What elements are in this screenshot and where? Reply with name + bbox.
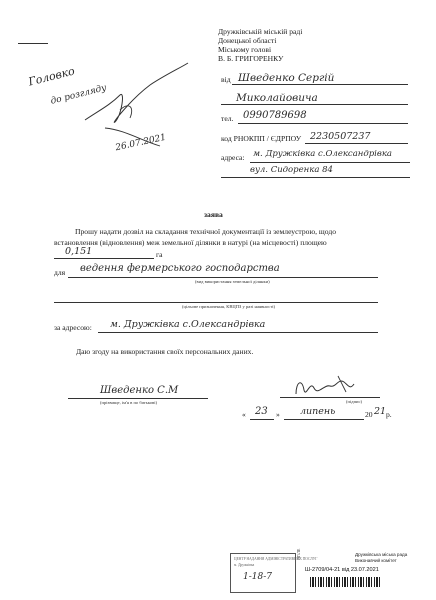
address-line-1 [250, 162, 410, 163]
purpose-value: ведення фермерського господарства [80, 263, 280, 274]
address-label: адреса: [221, 153, 245, 162]
sign-line [280, 397, 380, 398]
date-close-quote: » [276, 410, 280, 419]
stamp-side-code: ЛГ/ЛЕ [296, 548, 301, 560]
at-address-value: м. Дружківка с.Олександрівка [110, 319, 266, 330]
cnap-stamp-number: 1-18-7 [243, 572, 272, 582]
consent-text: Даю згоду на використання своїх персональних даних. [76, 347, 254, 356]
for-label: для [54, 268, 66, 277]
signature-name-line [68, 398, 208, 399]
document-title: заява [204, 210, 223, 219]
sign-caption: (підпис) [346, 399, 363, 404]
resolution-date: 26.07.2021 [114, 132, 168, 154]
phone-value: 0990789698 [243, 110, 307, 121]
cnap-stamp-line-1: ЦЕНТР НАДАННЯ АДМІНІСТРАТИВНИХ ПОСЛУГ [234, 557, 318, 561]
barcode [310, 577, 380, 587]
applicant-name-1: Шведенко Сергій [238, 72, 335, 84]
recipient-line-2: Донецької області [218, 36, 277, 45]
cnap-stamp-line-2: м. Дружківка [234, 563, 255, 567]
applicant-name-2: Миколайовича [236, 92, 318, 104]
margin-mark [18, 43, 48, 44]
date-month: липень [300, 406, 336, 417]
registration-number: Ш-2709/04-21 від 23.07.2021 [305, 567, 379, 573]
area-value: 0,151 [65, 246, 93, 257]
code-value: 2230507237 [310, 131, 371, 142]
purpose-line [68, 277, 378, 278]
designation-caption: (цільове призначення, КВЦПЗ у разі наявності) [182, 304, 276, 309]
address-line-2 [221, 177, 410, 178]
recipient-line-1: Дружківській міській раді [218, 27, 303, 36]
name-line-2 [221, 104, 408, 105]
resolution-line-2: до розгляду [49, 83, 108, 107]
designation-line [54, 302, 378, 303]
area-line [54, 258, 154, 259]
recipient-line-4: В. Б. ГРИГОРЕНКУ [218, 54, 284, 63]
date-open-quote: « [242, 410, 246, 419]
resolution-signature [80, 60, 190, 150]
body-line-2: встановлення (відновлення) меж земельної ділянки в натурі (на місцевості) площею [54, 238, 327, 247]
date-year-suffix: 21 [374, 406, 387, 417]
resolution-line-1: Головко [27, 64, 77, 89]
from-line [232, 84, 408, 85]
purpose-caption: (вид використання земельної ділянки) [195, 279, 270, 284]
from-label: від [221, 75, 231, 84]
body-line-1: Прошу надати дозвіл на складання технічної документації із землеустрою, щодо [75, 227, 336, 236]
signature-name: Шведенко С.М [100, 385, 179, 396]
registration-org-2: Виконавчий комітет [355, 558, 397, 563]
area-unit: га [156, 250, 163, 259]
at-address-line [98, 332, 378, 333]
date-year-end: р. [386, 410, 392, 419]
date-year-prefix: 20 [365, 410, 373, 419]
registration-org-1: Дружківська міська рада [355, 552, 408, 557]
code-line [305, 143, 408, 144]
phone-label: тел. [221, 114, 234, 123]
day-line [250, 419, 274, 420]
phone-line [238, 123, 408, 124]
month-line [284, 419, 364, 420]
code-label: код РНОКПП / ЄДРПОУ [221, 134, 302, 143]
at-address-label: за адресою: [54, 323, 92, 332]
recipient-line-3: Міському голові [218, 45, 272, 54]
address-value-1: м. Дружківка с.Олександрівка [253, 149, 392, 159]
date-day: 23 [255, 406, 268, 417]
name-caption: (прізвище, ім'я в по батькові) [100, 400, 157, 405]
address-value-2: вул. Сидоренка 84 [250, 165, 333, 175]
